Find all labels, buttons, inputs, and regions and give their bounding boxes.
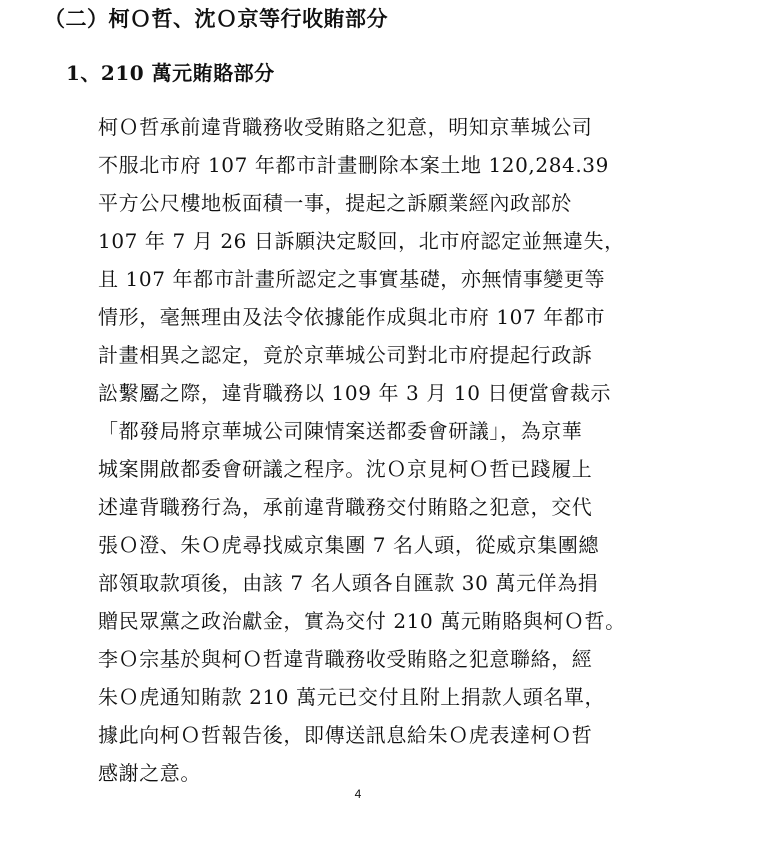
paragraph-line: 感謝之意。 [98,761,201,785]
paragraph-line: 且 107 年都市計畫所認定之事實基礎，亦無情事變更等 [98,267,606,291]
section-heading: （二）柯Ｏ哲、沈Ｏ京等行收賄部分 [44,6,388,31]
paragraph-line: 平方公尺樓地板面積一事，提起之訴願業經內政部於 [98,191,572,215]
paragraph-line: 城案開啟都委會研議之程序。沈Ｏ京見柯Ｏ哲已踐履上 [98,457,593,481]
paragraph-line: 述違背職務行為，承前違背職務交付賄賂之犯意，交代 [98,495,593,519]
paragraph-line: 李Ｏ宗基於與柯Ｏ哲違背職務收受賄賂之犯意聯絡，經 [98,647,593,671]
paragraph-line: 訟繫屬之際，違背職務以 109 年 3 月 10 日便當會裁示 [98,381,612,405]
paragraph-line: 107 年 7 月 26 日訴願決定駁回，北市府認定並無違失， [98,229,625,253]
paragraph-line: 不服北市府 107 年都市計畫刪除本案土地 120,284.39 [98,153,609,177]
paragraph-line: 張Ｏ澄、朱Ｏ虎尋找威京集團 7 名人頭，從威京集團總 [98,533,600,557]
paragraph-line: 據此向柯Ｏ哲報告後，即傳送訊息給朱Ｏ虎表達柯Ｏ哲 [98,723,593,747]
paragraph-line: 柯Ｏ哲承前違背職務收受賄賂之犯意，明知京華城公司 [98,115,593,139]
paragraph-line: 贈民眾黨之政治獻金，實為交付 210 萬元賄賂與柯Ｏ哲。 [98,609,626,633]
page-number: 4 [354,787,362,801]
paragraph-line: 部領取款項後，由該 7 名人頭各自匯款 30 萬元佯為捐 [98,571,599,595]
subsection-heading: 1、210 萬元賄賂部分 [66,61,275,85]
paragraph-line: 情形，毫無理由及法令依據能作成與北市府 107 年都市 [98,305,606,329]
paragraph-line: 朱Ｏ虎通知賄款 210 萬元已交付且附上捐款人頭名單， [98,685,606,709]
paragraph-line: 計畫相異之認定，竟於京華城公司對北市府提起行政訴 [98,343,593,367]
body-paragraph [98,108,708,792]
paragraph-line: 「都發局將京華城公司陳情案送都委會研議」，為京華 [98,419,583,443]
